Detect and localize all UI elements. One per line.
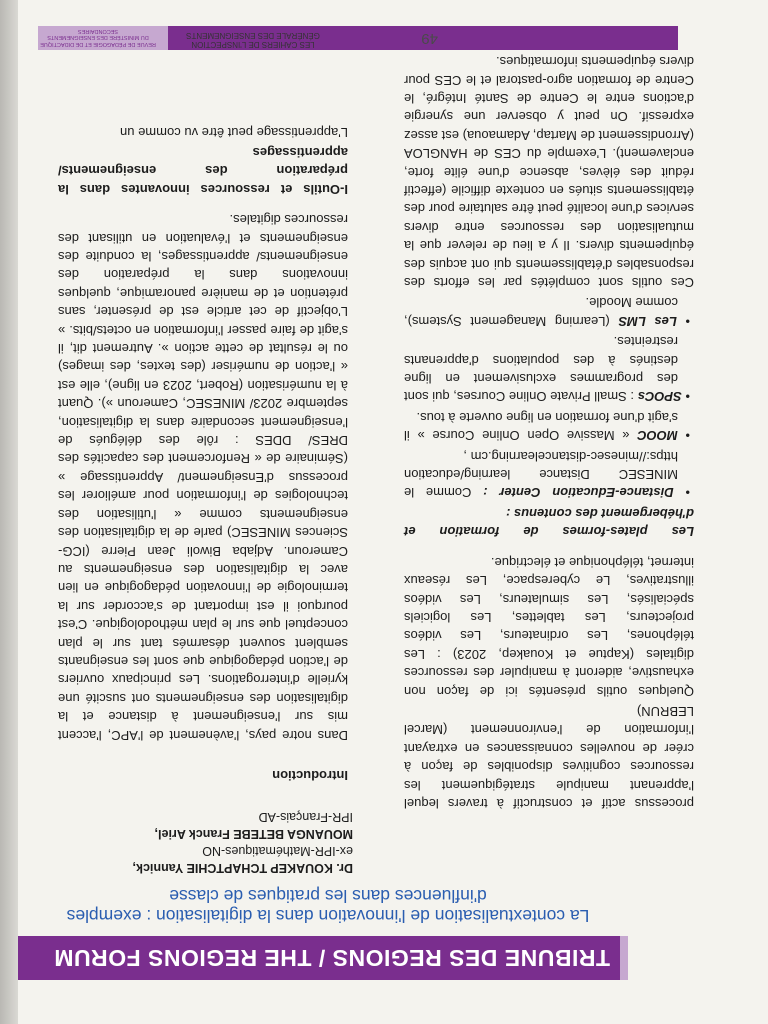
list-item: • Les LMS (Learning Management Systems), comme Moodle. (404, 295, 690, 329)
list-item-text: Comme le MINESEC Distance learning/education https://minesec-distancelearning.cm , (404, 448, 678, 501)
column-left (404, 50, 694, 812)
paragraph: L'apprentissage peut être vu comme un (120, 124, 348, 140)
journal-title: LES CAHIERS DE L'INSPECTION GÉNÉRALE DES ENSEIGNEMENTS (186, 31, 320, 49)
column-right (58, 120, 348, 784)
paragraph: processus actif et constructif à travers lequel l'apprenant manipule stratégiquement les ressources cognitives disponibles de façon à créer de nouvelles connaissances en extrayant l'information de l'environnement (Marcel LEBRUN) (404, 703, 694, 811)
author-name: MOUANGA BETEBE Franck Ariel, (154, 827, 353, 841)
list-item-text: (Learning Management Systems), comme Moodle. (404, 295, 678, 329)
rotated-page-content (18, 0, 768, 1024)
journal-subtitle: REVUE DE PÉDAGOGIE ET DE DIDACTIQUE DU MINISTÈRE DES ENSEIGNEMENTS SECONDAIRES (40, 28, 156, 47)
paragraph: Ces outils sont complétés par les efforts des responsables d'établissements qui ont acquis des équipements divers. Il y a lieu de relever que la mutualisation des ressources entre divers services d'une localité peut être salutaire pour des établissements situés en contexte difficile (effectif réduit des élèves, absence d'une élite forte, enclavement). L'exemple du CES de HANGLOA (Arrondissement de Martap, Adamaoua) est assez expressif. On peut y observer une synergie d'actions entre le Centre de Santé Intégré, le Centre de formation agro-pastoral et le CES pour divers équipements informatiques. (404, 54, 694, 291)
author-name: Dr. KOUAKEP TCHAPTCHIE Yannick, (132, 861, 353, 875)
section-banner (18, 936, 628, 980)
list-item-text: « Massive Open Online Course » il s'agit d'une formation en ligne ouverte à tous. (404, 409, 678, 444)
section-heading-tools: I-Outils et ressources innovantes dans la préparation des enseignements/ apprentissages (58, 145, 348, 197)
list-item-title: SPOCs (637, 389, 682, 405)
list-item: • MOOC « Massive Open Online Course » il s'agit d'une formation en ligne ouverte à tous. (404, 409, 690, 444)
list-item-text: : Small Private Online Courses, qui sont des programmes exclusivement en ligne destinés à des populations d'apprenants restreintes. (404, 334, 678, 405)
list-item: • Distance-Education Center : Comme le MINESEC Distance learning/education https://minesec-distancelearning.cm , (404, 448, 690, 501)
subheading-platforms: Les plates-formes de formation et d'hébergement des contenus : (404, 505, 694, 540)
author-role: IPR-Français-AD (258, 810, 353, 824)
section-heading-introduction: Introduction (272, 768, 348, 783)
list-item-title: MOOC (637, 428, 678, 444)
banner-label: TRIBUNE DES REGIONS / THE REGIONS FORUM (53, 945, 610, 972)
list-item-title: Distance-Education Center : (483, 485, 674, 501)
paragraph: Quelques outils présentés ici de façon non exhaustive, aideront à manipuler des ressources digitales (Kaptue et Kouakep, 2023) : Les téléphones, Les ordinateurs, Les vidéos projecteurs, Les tablettes, Les logiciels spécialisés, Les simulateurs, Les vidéos illustratives, Le cyberespace, Les réseaux internet, téléphonique et électrique. (404, 554, 694, 699)
paragraph: Dans notre pays, l'avènement de l'APC, l'accent mis sur l'enseignement à distance et la digitalisation des enseignements ont suscité une kyrielle d'interrogations. Les principaux ouvriers de l'action pédagogique que sont les enseignants semblent souvent désarmés tant sur le plan conceptuel que sur le plan méthodologique. C'est pourquoi il est important de s'accorder sur la terminologie de l'innovation pédagogique en lien avec la digitalisation des enseignements au Cameroun. Adjaba Biwoli Jean Pierre (ICG-Sciences MINESEC) parle de la digitalisation des enseignements comme « l'utilisation des technologies de l'information pour améliorer les processus d'Enseignement/ Apprentissage » (Séminaire de « Renforcement des capacités des DRES/ DDES : rôle des délégués de l'enseignement secondaire dans la digitalisation, septembre 2023/ MINESEC, Cameroun »). Quant à la numérisation (Robert, 2023 en ligne), elle est « l'action de numériser (des textes, des images) ou le résultat de cette action ». Autrement dit, il s'agit de faire passer l'information en octets/bits. » L'objectif de cet article est de présenter, sans prétention et de manière panoramique, quelques innovations dans la préparation des enseignements/ apprentissages, la conduite des enseignements et l'évaluation en utilisant des ressources digitales. (58, 212, 348, 743)
authors-block (53, 808, 353, 876)
page-number: 49 (421, 30, 438, 47)
scanned-page (18, 0, 768, 1024)
list-item-title: Les LMS (618, 313, 677, 329)
author-role: ex-IPR-Mathématiques-NO (202, 844, 353, 858)
article-title: La contextualisation de l'innovation dans la digitalisation : exemples d'influences dans les pratiques de classe (66, 886, 590, 926)
banner-accent (620, 936, 628, 980)
list-item: • SPOCs : Small Private Online Courses, qui sont des programmes exclusivement en ligne destinés à des populations d'apprenants restreintes. (404, 334, 690, 405)
